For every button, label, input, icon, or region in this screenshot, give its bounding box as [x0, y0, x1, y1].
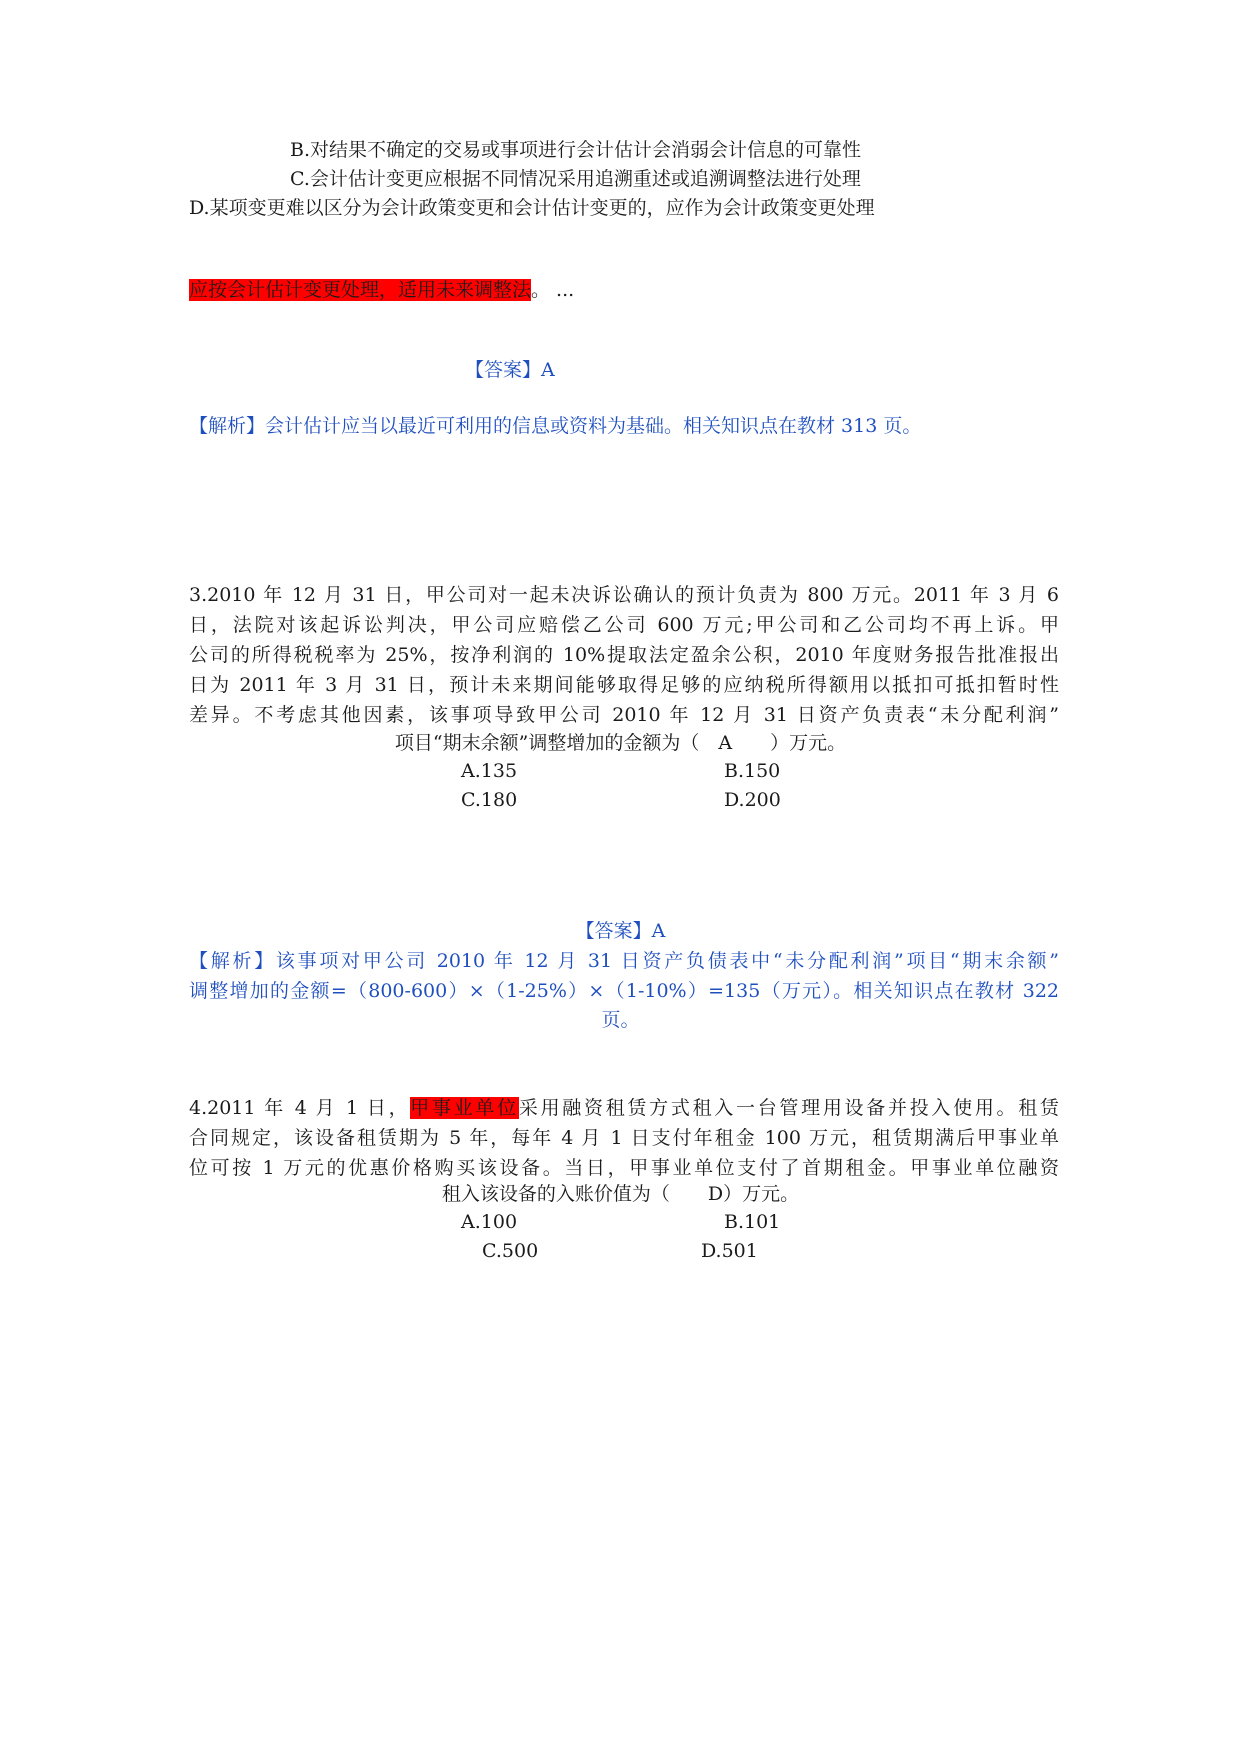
q3-line: 日为 2011 年 3 月 31 日，预计未来期间能够取得足够的应纳税所得额用以抵扣可抵扣暂时性	[189, 674, 1059, 696]
q3-analysis-line: 【解析】该事项对甲公司 2010 年 12 月 31 日资产负债表中“未分配利润”项目“期末余额”	[189, 950, 1059, 972]
q3-last-line: 项目“期末余额”调整增加的金额为（ A ）万元。	[394, 732, 847, 754]
q3-line: 差异。不考虑其他因素，该事项导致甲公司 2010 年 12 月 31 日资产负责表“未分配利润”	[189, 704, 1059, 726]
q3-option-b: B.150	[724, 760, 781, 782]
q4-option-b: B.101	[724, 1211, 781, 1233]
q3-option-a: A.135	[461, 760, 518, 782]
q3-line: 3.2010 年 12 月 31 日，甲公司对一起未决诉讼确认的预计负责为 800 万元。2011 年 3 月 6	[189, 584, 1059, 606]
q4-highlight: 甲事业单位	[410, 1097, 519, 1119]
option-d-text: D.某项变更难以区分为会计政策变更和会计估计变更的，应作为会计政策变更处理	[189, 197, 875, 219]
q3-line: 公司的所得税税率为 25%，按净利润的 10%提取法定盈余公积，2010 年度财务报告批准报出	[189, 644, 1059, 666]
q2-analysis: 【解析】会计估计应当以最近可利用的信息或资料为基础。相关知识点在教材 313 页。	[189, 415, 922, 437]
q2-answer-label: 【答案】A	[465, 359, 555, 381]
q3-line: 日，法院对该起诉讼判决，甲公司应赔偿乙公司 600 万元;甲公司和乙公司均不再上诉。甲	[189, 614, 1059, 636]
q4-option-c: C.500	[482, 1240, 539, 1262]
q4-line1-rest: 采用融资租赁方式租入一台管理用设备并投入使用。租赁	[518, 1097, 1059, 1119]
q3-option-d: D.200	[724, 789, 781, 811]
q3-analysis	[189, 946, 1059, 1006]
q4-line: 合同规定，该设备租赁期为 5 年，每年 4 月 1 日支付年租金 100 万元，租赁期满后甲事业单	[189, 1127, 1059, 1149]
highlight-note	[189, 276, 574, 304]
q4-last-line: 租入该设备的入账价值为（ D）万元。	[441, 1183, 800, 1205]
q3-question	[189, 580, 1059, 730]
option-b-text: B.对结果不确定的交易或事项进行会计估计会消弱会计信息的可靠性	[290, 139, 862, 161]
q3-analysis-line: 调整增加的金额=（800-600）×（1-25%）×（1-10%）=135（万元）。相关知识点在教材 322	[189, 980, 1059, 1002]
q3-answer-label: 【答案】A	[575, 920, 666, 942]
q3-analysis-last: 页。	[601, 1009, 640, 1031]
q4-prefix: 4.2011 年 4 月 1 日，	[189, 1097, 411, 1119]
q4-option-d: D.501	[701, 1240, 758, 1262]
q4-question	[189, 1093, 1059, 1183]
q4-option-a: A.100	[461, 1211, 518, 1233]
q4-line: 位可按 1 万元的优惠价格购买该设备。当日，甲事业单位支付了首期租金。甲事业单位融资	[189, 1157, 1059, 1179]
option-c-text: C.会计估计变更应根据不同情况采用追溯重述或追溯调整法进行处理	[290, 168, 861, 190]
q3-option-c: C.180	[461, 789, 518, 811]
highlight-note-text: 应按会计估计变更处理，适用未来调整法	[189, 279, 532, 301]
highlight-note-tail: 。 ...	[531, 279, 575, 301]
q4-line	[189, 1093, 1059, 1123]
